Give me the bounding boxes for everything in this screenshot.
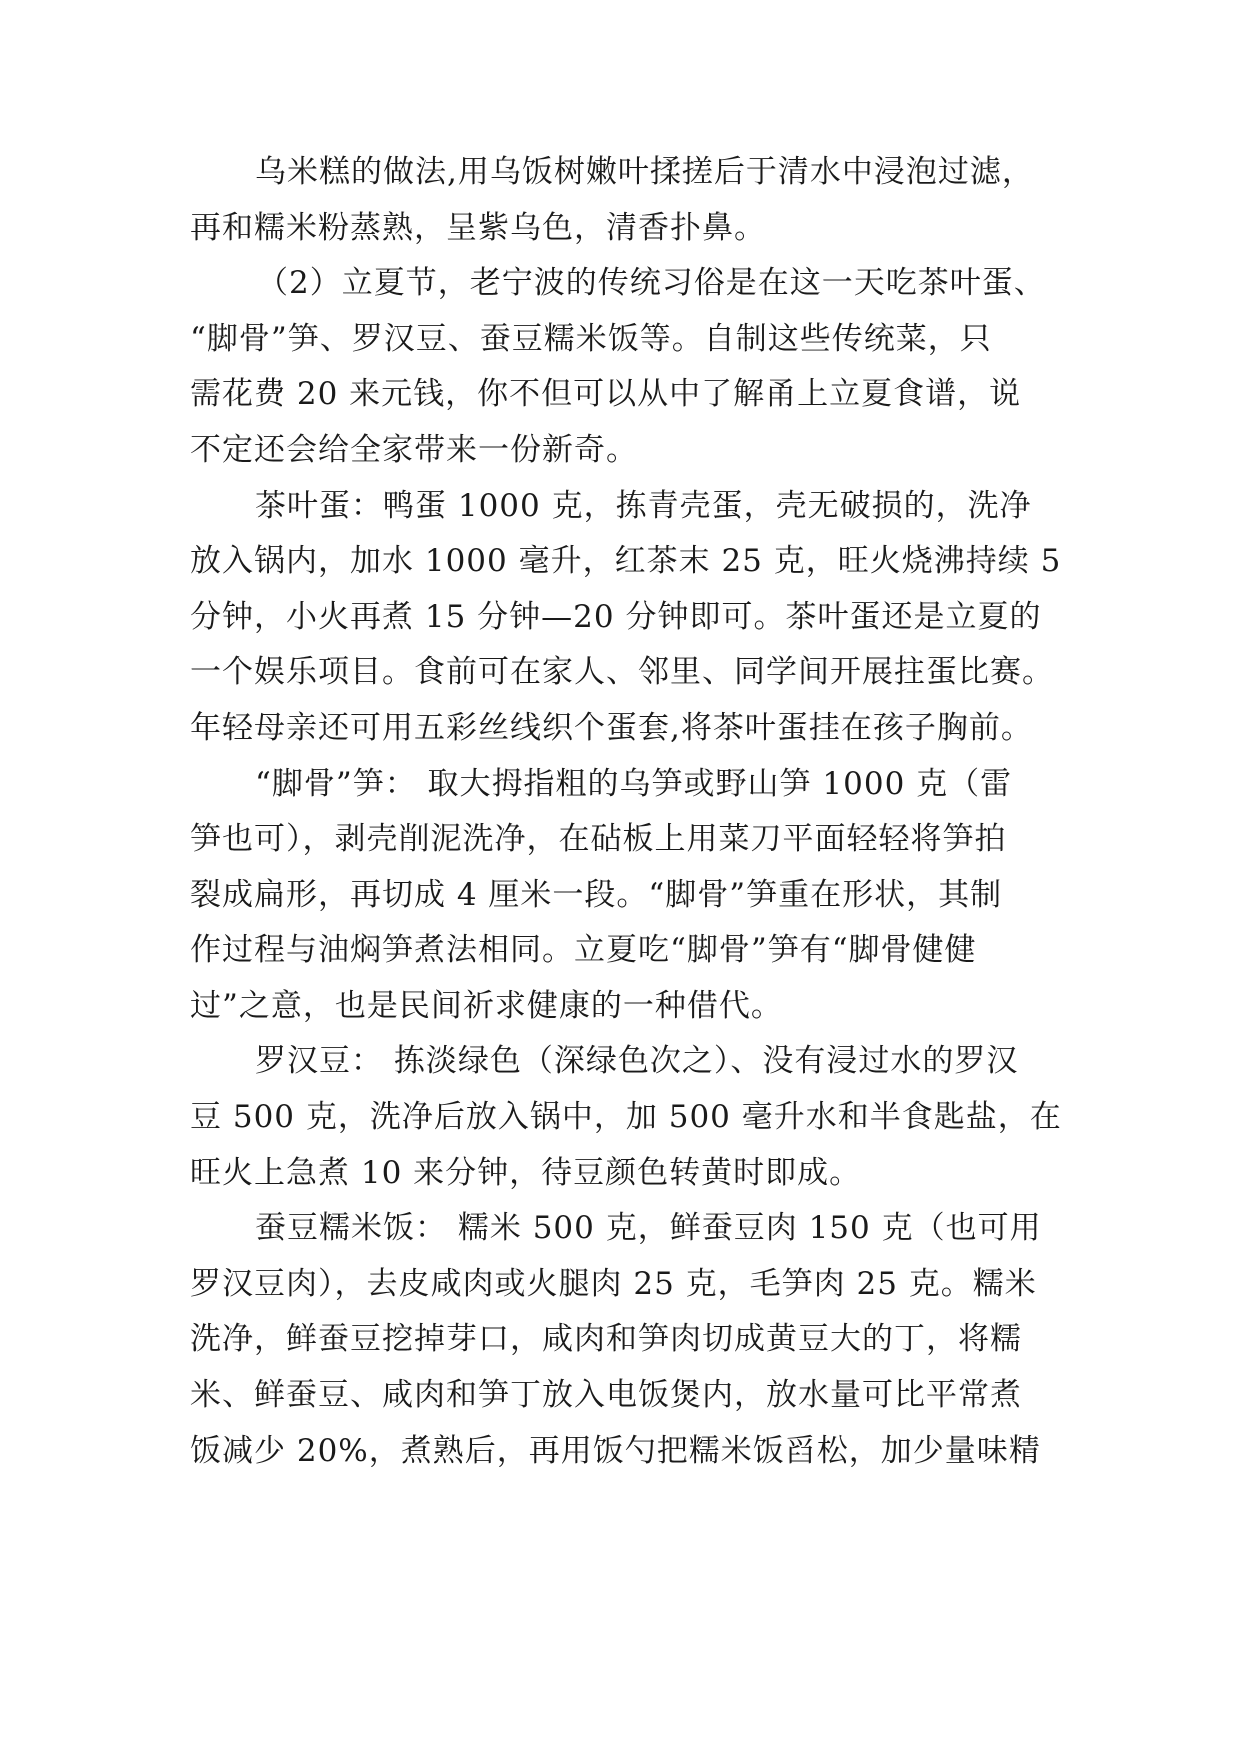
text-line: 年轻母亲还可用五彩丝线织个蛋套,将茶叶蛋挂在孩子胸前。 bbox=[190, 710, 1033, 746]
text-line: 不定还会给全家带来一份新奇。 bbox=[190, 432, 638, 468]
text-line: 分钟，小火再煮 15 分钟—20 分钟即可。茶叶蛋还是立夏的 bbox=[190, 599, 1042, 635]
text-line: 蚕豆糯米饭： 糯米 500 克，鲜蚕豆肉 150 克（也可用 bbox=[255, 1210, 1042, 1246]
text-line: 旺火上急煮 10 来分钟，待豆颜色转黄时即成。 bbox=[190, 1155, 862, 1191]
text-line: “脚骨”笋： 取大拇指粗的乌笋或野山笋 1000 克（雷 bbox=[255, 766, 1013, 802]
text-line: 笋也可），剥壳削泥洗净，在砧板上用菜刀平面轻轻将笋拍 bbox=[190, 821, 1007, 857]
text-line: （2）立夏节，老宁波的传统习俗是在这一天吃茶叶蛋、 bbox=[257, 265, 1046, 301]
text-line: 乌米糕的做法,用乌饭树嫩叶揉搓后于清水中浸泡过滤， bbox=[255, 154, 1034, 190]
text-line: 米、鲜蚕豆、咸肉和笋丁放入电饭煲内，放水量可比平常煮 bbox=[190, 1377, 1022, 1413]
text-line: 过”之意，也是民间祈求健康的一种借代。 bbox=[190, 988, 783, 1024]
text-line: 饭减少 20%，煮熟后，再用饭勺把糯米饭舀松，加少量味精 bbox=[190, 1433, 1041, 1469]
text-line: 再和糯米粉蒸熟，呈紫乌色，清香扑鼻。 bbox=[190, 210, 766, 246]
text-line: 需花费 20 来元钱，你不但可以从中了解甬上立夏食谱，说 bbox=[190, 376, 1022, 412]
text-line: 茶叶蛋：鸭蛋 1000 克，拣青壳蛋，壳无破损的，洗净 bbox=[255, 488, 1032, 524]
text-line: 一个娱乐项目。食前可在家人、邻里、同学间开展拄蛋比赛。 bbox=[190, 654, 1054, 690]
text-line: 洗净，鲜蚕豆挖掉芽口，咸肉和笋肉切成黄豆大的丁，将糯 bbox=[190, 1321, 1022, 1357]
text-line: 豆 500 克，洗净后放入锅中，加 500 毫升水和半食匙盐，在 bbox=[190, 1099, 1062, 1135]
text-line: “脚骨”笋、罗汉豆、蚕豆糯米饭等。自制这些传统菜，只 bbox=[190, 321, 992, 357]
text-line: 放入锅内，加水 1000 毫升，红茶末 25 克，旺火烧沸持续 5 bbox=[190, 543, 1062, 579]
text-line: 罗汉豆肉），去皮咸肉或火腿肉 25 克，毛笋肉 25 克。糯米 bbox=[190, 1266, 1037, 1302]
text-line: 罗汉豆： 拣淡绿色（深绿色次之）、没有浸过水的罗汉 bbox=[255, 1043, 1019, 1079]
text-line: 作过程与油焖笋煮法相同。立夏吃“脚骨”笋有“脚骨健健 bbox=[190, 932, 977, 968]
text-line: 裂成扁形，再切成 4 厘米一段。“脚骨”笋重在形状，其制 bbox=[190, 877, 1003, 913]
